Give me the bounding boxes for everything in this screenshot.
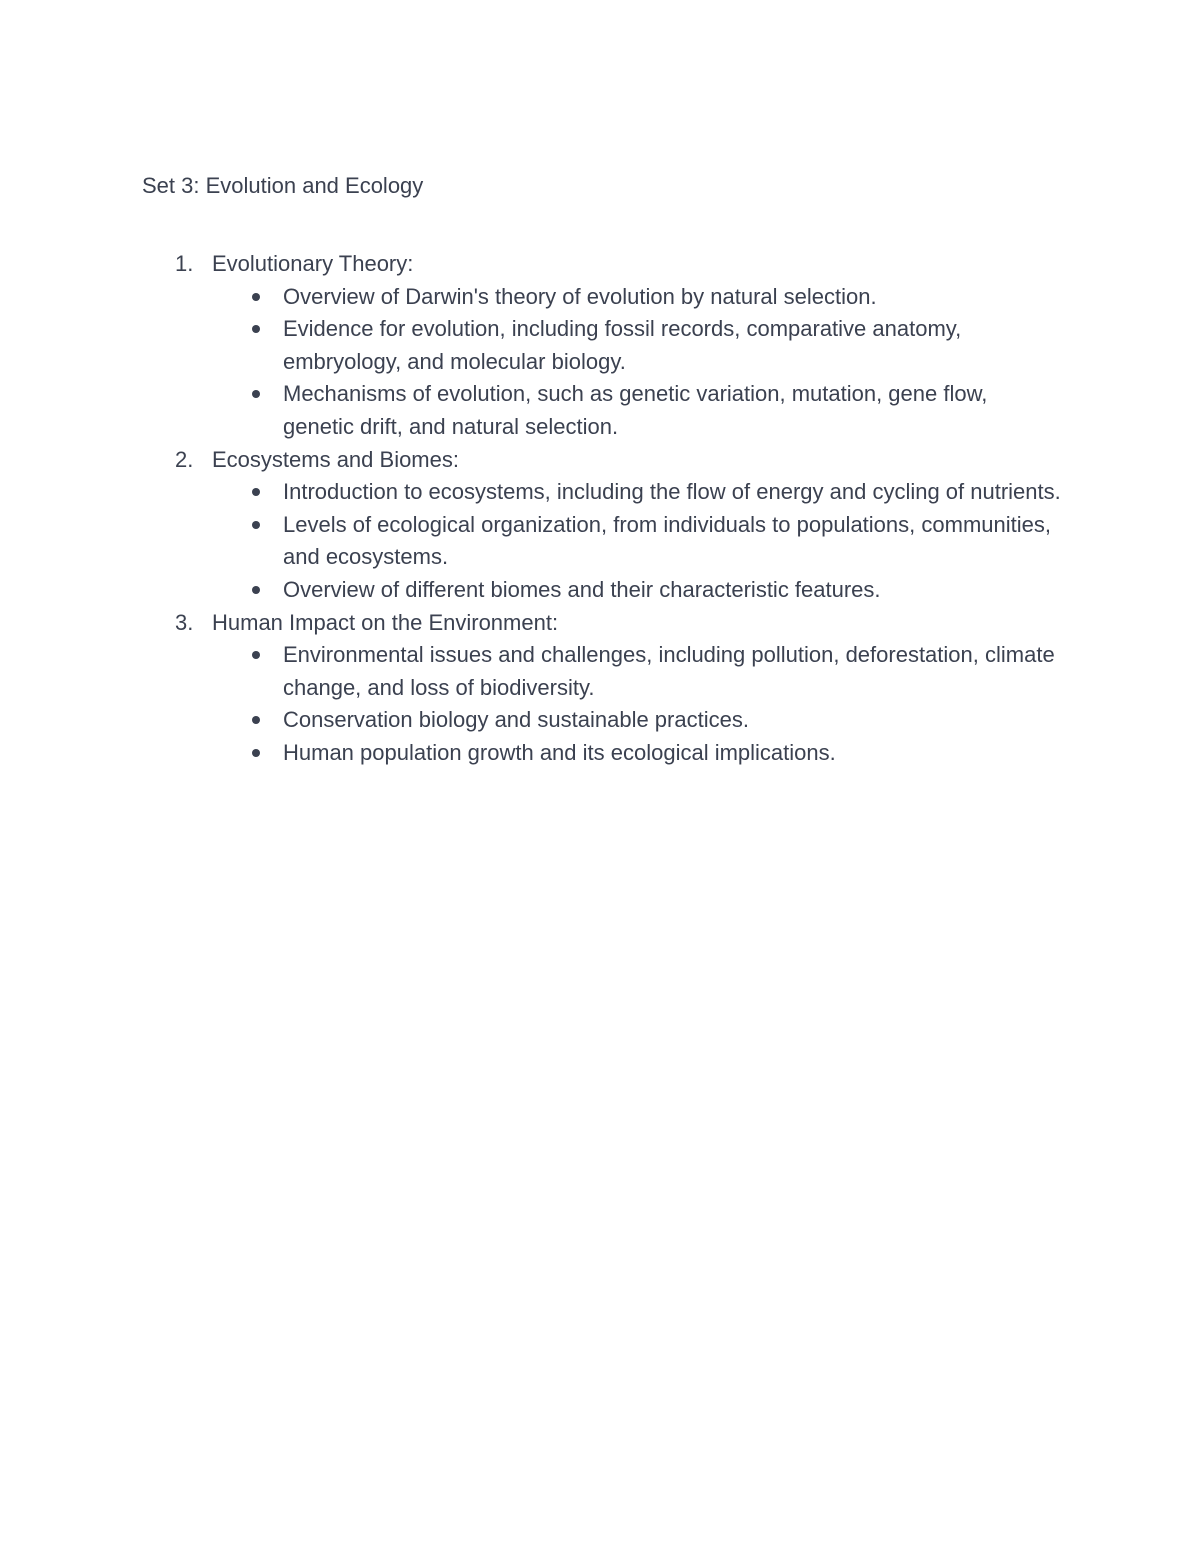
list-item xyxy=(212,378,1062,443)
section-heading: Evolutionary Theory: xyxy=(212,251,414,276)
list-item xyxy=(212,476,1062,509)
list-item-text: Mechanisms of evolution, such as genetic variation, mutation, gene flow, genetic drift, and natural selection. xyxy=(283,381,988,439)
list-item-text: Evidence for evolution, including fossil records, comparative anatomy, embryology, and molecular biology. xyxy=(283,316,962,374)
section-heading: Human Impact on the Environment: xyxy=(212,609,559,635)
section-item xyxy=(142,444,1062,607)
bullet-icon xyxy=(252,488,260,496)
document-title: Set 3: Evolution and Ecology xyxy=(142,173,424,198)
section-item xyxy=(142,607,1062,770)
list-item-text: Conservation biology and sustainable practices. xyxy=(283,707,749,733)
list-item-text: Levels of ecological organization, from individuals to populations, communities, and ecosystems. xyxy=(283,511,1051,570)
bullet-list xyxy=(212,281,1062,444)
bullet-list xyxy=(212,639,1062,769)
list-item-text: Overview of different biomes and their characteristic features. xyxy=(283,576,881,602)
list-item xyxy=(212,639,1062,704)
bullet-icon xyxy=(252,716,260,724)
bullet-icon xyxy=(252,749,260,757)
bullet-icon xyxy=(252,651,260,659)
bullet-list xyxy=(212,476,1062,606)
section-item xyxy=(142,248,1062,444)
list-item xyxy=(212,281,1062,314)
list-item-text: Introduction to ecosystems, including the flow of energy and cycling of nutrients. xyxy=(283,479,1061,505)
list-item-text: Environmental issues and challenges, including pollution, deforestation, climate change, and loss of biodiversity. xyxy=(283,642,1055,700)
list-item xyxy=(212,704,1062,737)
bullet-icon xyxy=(252,293,260,301)
list-item xyxy=(212,313,1062,378)
section-number: 3. xyxy=(175,609,194,635)
list-item-text: Overview of Darwin's theory of evolution by natural selection. xyxy=(283,283,877,309)
bullet-icon xyxy=(252,586,260,594)
list-item-text: Human population growth and its ecological implications. xyxy=(283,739,836,765)
section-number: 2. xyxy=(175,446,194,472)
section-number: 1. xyxy=(175,251,194,276)
list-item xyxy=(212,737,1062,770)
list-item xyxy=(212,574,1062,607)
section-heading: Ecosystems and Biomes: xyxy=(212,446,459,472)
bullet-icon xyxy=(252,521,260,529)
bullet-icon xyxy=(252,390,260,398)
bullet-icon xyxy=(252,325,260,333)
list-item xyxy=(212,509,1062,574)
topic-outline xyxy=(142,248,1062,770)
